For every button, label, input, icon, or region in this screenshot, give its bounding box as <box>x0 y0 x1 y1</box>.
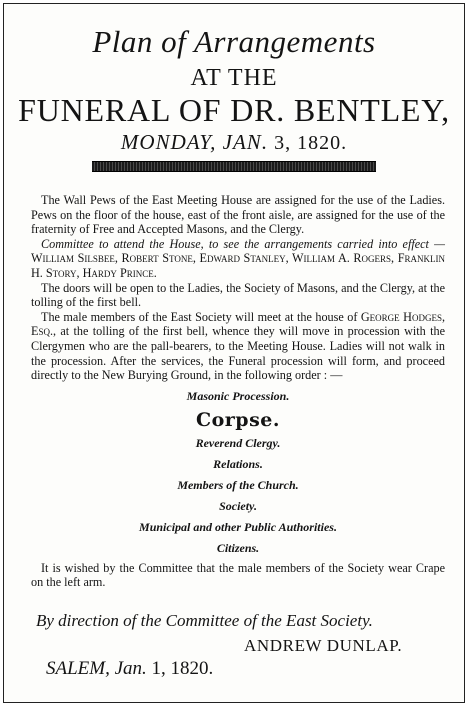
procession-item-corpse: Corpse. <box>196 408 280 431</box>
title-funeral: FUNERAL OF DR. BENTLEY, <box>18 92 450 128</box>
procession-text-a: The male members of the East Society will meet at the house of <box>41 309 358 324</box>
procession-item: Masonic Procession. <box>186 388 290 403</box>
procession-item: Relations. <box>213 456 263 471</box>
procession-item: Society. <box>219 498 257 513</box>
decorative-rule <box>92 161 376 172</box>
title-at-the: AT THE <box>190 65 278 91</box>
title-day-number: 3, 1820. <box>274 132 348 154</box>
title-date <box>4 130 464 155</box>
paragraph-pews: The Wall Pews of the East Meeting House are assigned for the use of the Ladies. Pews on the floor of the house, east of the front aisle, are assigned for the use of the fraternity of Free and Accepted Masons, and the Clergy. <box>31 193 445 237</box>
paragraph-committee <box>31 237 445 281</box>
signer-name: ANDREW DUNLAP. <box>244 636 403 655</box>
notice-body <box>31 193 445 590</box>
broadside <box>3 3 465 703</box>
place-date-number: 1, 1820. <box>151 658 214 679</box>
procession-item: Citizens. <box>216 540 260 555</box>
committee-lead: Committee to attend the House, to see the arrangements carried into effect — <box>41 236 445 251</box>
paragraph-crape: It is wished by the Committee that the male members of the Society wear Crape on the left arm. <box>31 560 445 590</box>
title-plan: Plan of Arrangements <box>92 24 376 59</box>
place-name: SALEM, Jan. <box>46 658 147 679</box>
title-day: MONDAY, JAN. <box>120 130 269 154</box>
procession-item: Municipal and other Public Authorities. <box>139 519 337 534</box>
procession-item: Reverend Clergy. <box>195 435 281 450</box>
procession-text-b: , at the tolling of the first bell, whence they will move in procession with the Clergymen who are the pall-bearers, to the Meeting House. Ladies will not walk in the procession. After the services, the Funeral procession will form, and proceed directly to the New Burying Ground, in the following order : — <box>31 324 445 383</box>
procession-list <box>31 386 445 559</box>
paragraph-procession-order <box>31 310 445 383</box>
direction-line: By direction of the Committee of the East Society. <box>36 611 373 630</box>
procession-item: Members of the Church. <box>177 477 299 492</box>
place-date <box>46 658 213 680</box>
paragraph-doors: The doors will be open to the Ladies, the Society of Masons, and the Clergy, at the tolling of the first bell. <box>31 280 445 310</box>
committee-names: William Silsbee, Robert Stone, Edward Stanley, William A. Rogers, Franklin H. Story, Hardy Prince. <box>31 251 445 280</box>
host-name: George Hodges, Esq. <box>31 309 445 339</box>
